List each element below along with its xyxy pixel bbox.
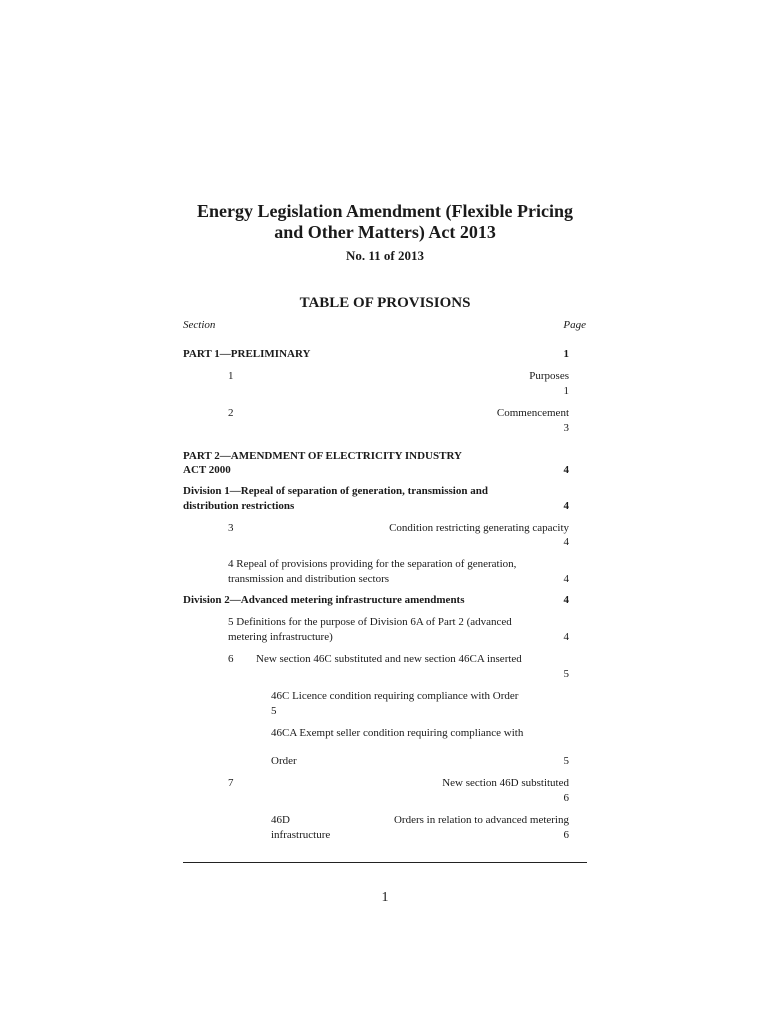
division-1-page: 4 <box>563 500 569 512</box>
section-7-number: 7 <box>228 777 234 789</box>
section-4-line-1: 4 Repeal of provisions providing for the separation of generation, <box>228 558 517 570</box>
section-46ca-page: 5 <box>563 755 569 767</box>
footer-rule <box>183 862 587 863</box>
section-4-page: 4 <box>563 573 569 585</box>
section-3-title: Condition restricting generating capacity <box>389 522 569 534</box>
part-1-page: 1 <box>563 348 569 360</box>
section-1-number: 1 <box>228 370 234 382</box>
section-2-title: Commencement <box>496 407 569 419</box>
part-2-heading-line-2: ACT 2000 <box>183 464 231 476</box>
section-5-line-1: 5 Definitions for the purpose of Division 6A of Part 2 (advanced <box>228 616 512 628</box>
section-1-page: 1 <box>563 385 569 397</box>
division-1-heading-line-1: Division 1—Repeal of separation of generation, transmission and <box>183 485 488 497</box>
section-4-line-2: transmission and distribution sectors <box>228 573 390 585</box>
section-6-page: 5 <box>563 668 569 680</box>
section-3-number: 3 <box>228 522 234 534</box>
division-2-page: 4 <box>563 594 569 606</box>
section-46d-line-2: infrastructure <box>271 829 331 841</box>
section-46d-title: Orders in relation to advanced metering <box>393 814 569 826</box>
section-2-page: 3 <box>563 422 569 434</box>
section-46ca-line-2: Order <box>271 755 297 767</box>
act-number: No. 11 of 2013 <box>346 248 424 263</box>
page-number: 1 <box>381 890 389 905</box>
section-7-page: 6 <box>563 792 569 804</box>
section-46c-page: 5 <box>271 705 277 717</box>
document-title-line-1: Energy Legislation Amendment (Flexible Pricing <box>197 201 573 221</box>
section-3-page: 4 <box>563 536 569 548</box>
section-5-page: 4 <box>563 631 569 643</box>
section-46d-number: 46D <box>271 814 290 826</box>
page-column-label: Page <box>563 319 586 331</box>
part-2-page: 4 <box>563 464 569 476</box>
section-5-line-2: metering infrastructure) <box>228 631 333 643</box>
section-2-number: 2 <box>228 407 234 419</box>
section-46ca-line-1: 46CA Exempt seller condition requiring compliance with <box>271 727 524 739</box>
division-1-heading-line-2: distribution restrictions <box>183 500 295 512</box>
section-46d-page: 6 <box>563 829 569 841</box>
section-6-number: 6 <box>228 653 234 665</box>
toc-heading: TABLE OF PROVISIONS <box>299 295 471 311</box>
section-6-title: New section 46C substituted and new section 46CA inserted <box>256 653 522 665</box>
section-1-title: Purposes <box>529 370 569 382</box>
section-column-label: Section <box>183 319 216 331</box>
section-46c-title: 46C Licence condition requiring compliance with Order <box>271 690 519 702</box>
part-1-heading: PART 1—PRELIMINARY <box>183 348 311 360</box>
section-7-title: New section 46D substituted <box>442 777 569 789</box>
division-2-heading: Division 2—Advanced metering infrastructure amendments <box>183 594 465 606</box>
document-title-line-2: and Other Matters) Act 2013 <box>274 222 496 242</box>
part-2-heading-line-1: PART 2—AMENDMENT OF ELECTRICITY INDUSTRY <box>183 450 462 462</box>
